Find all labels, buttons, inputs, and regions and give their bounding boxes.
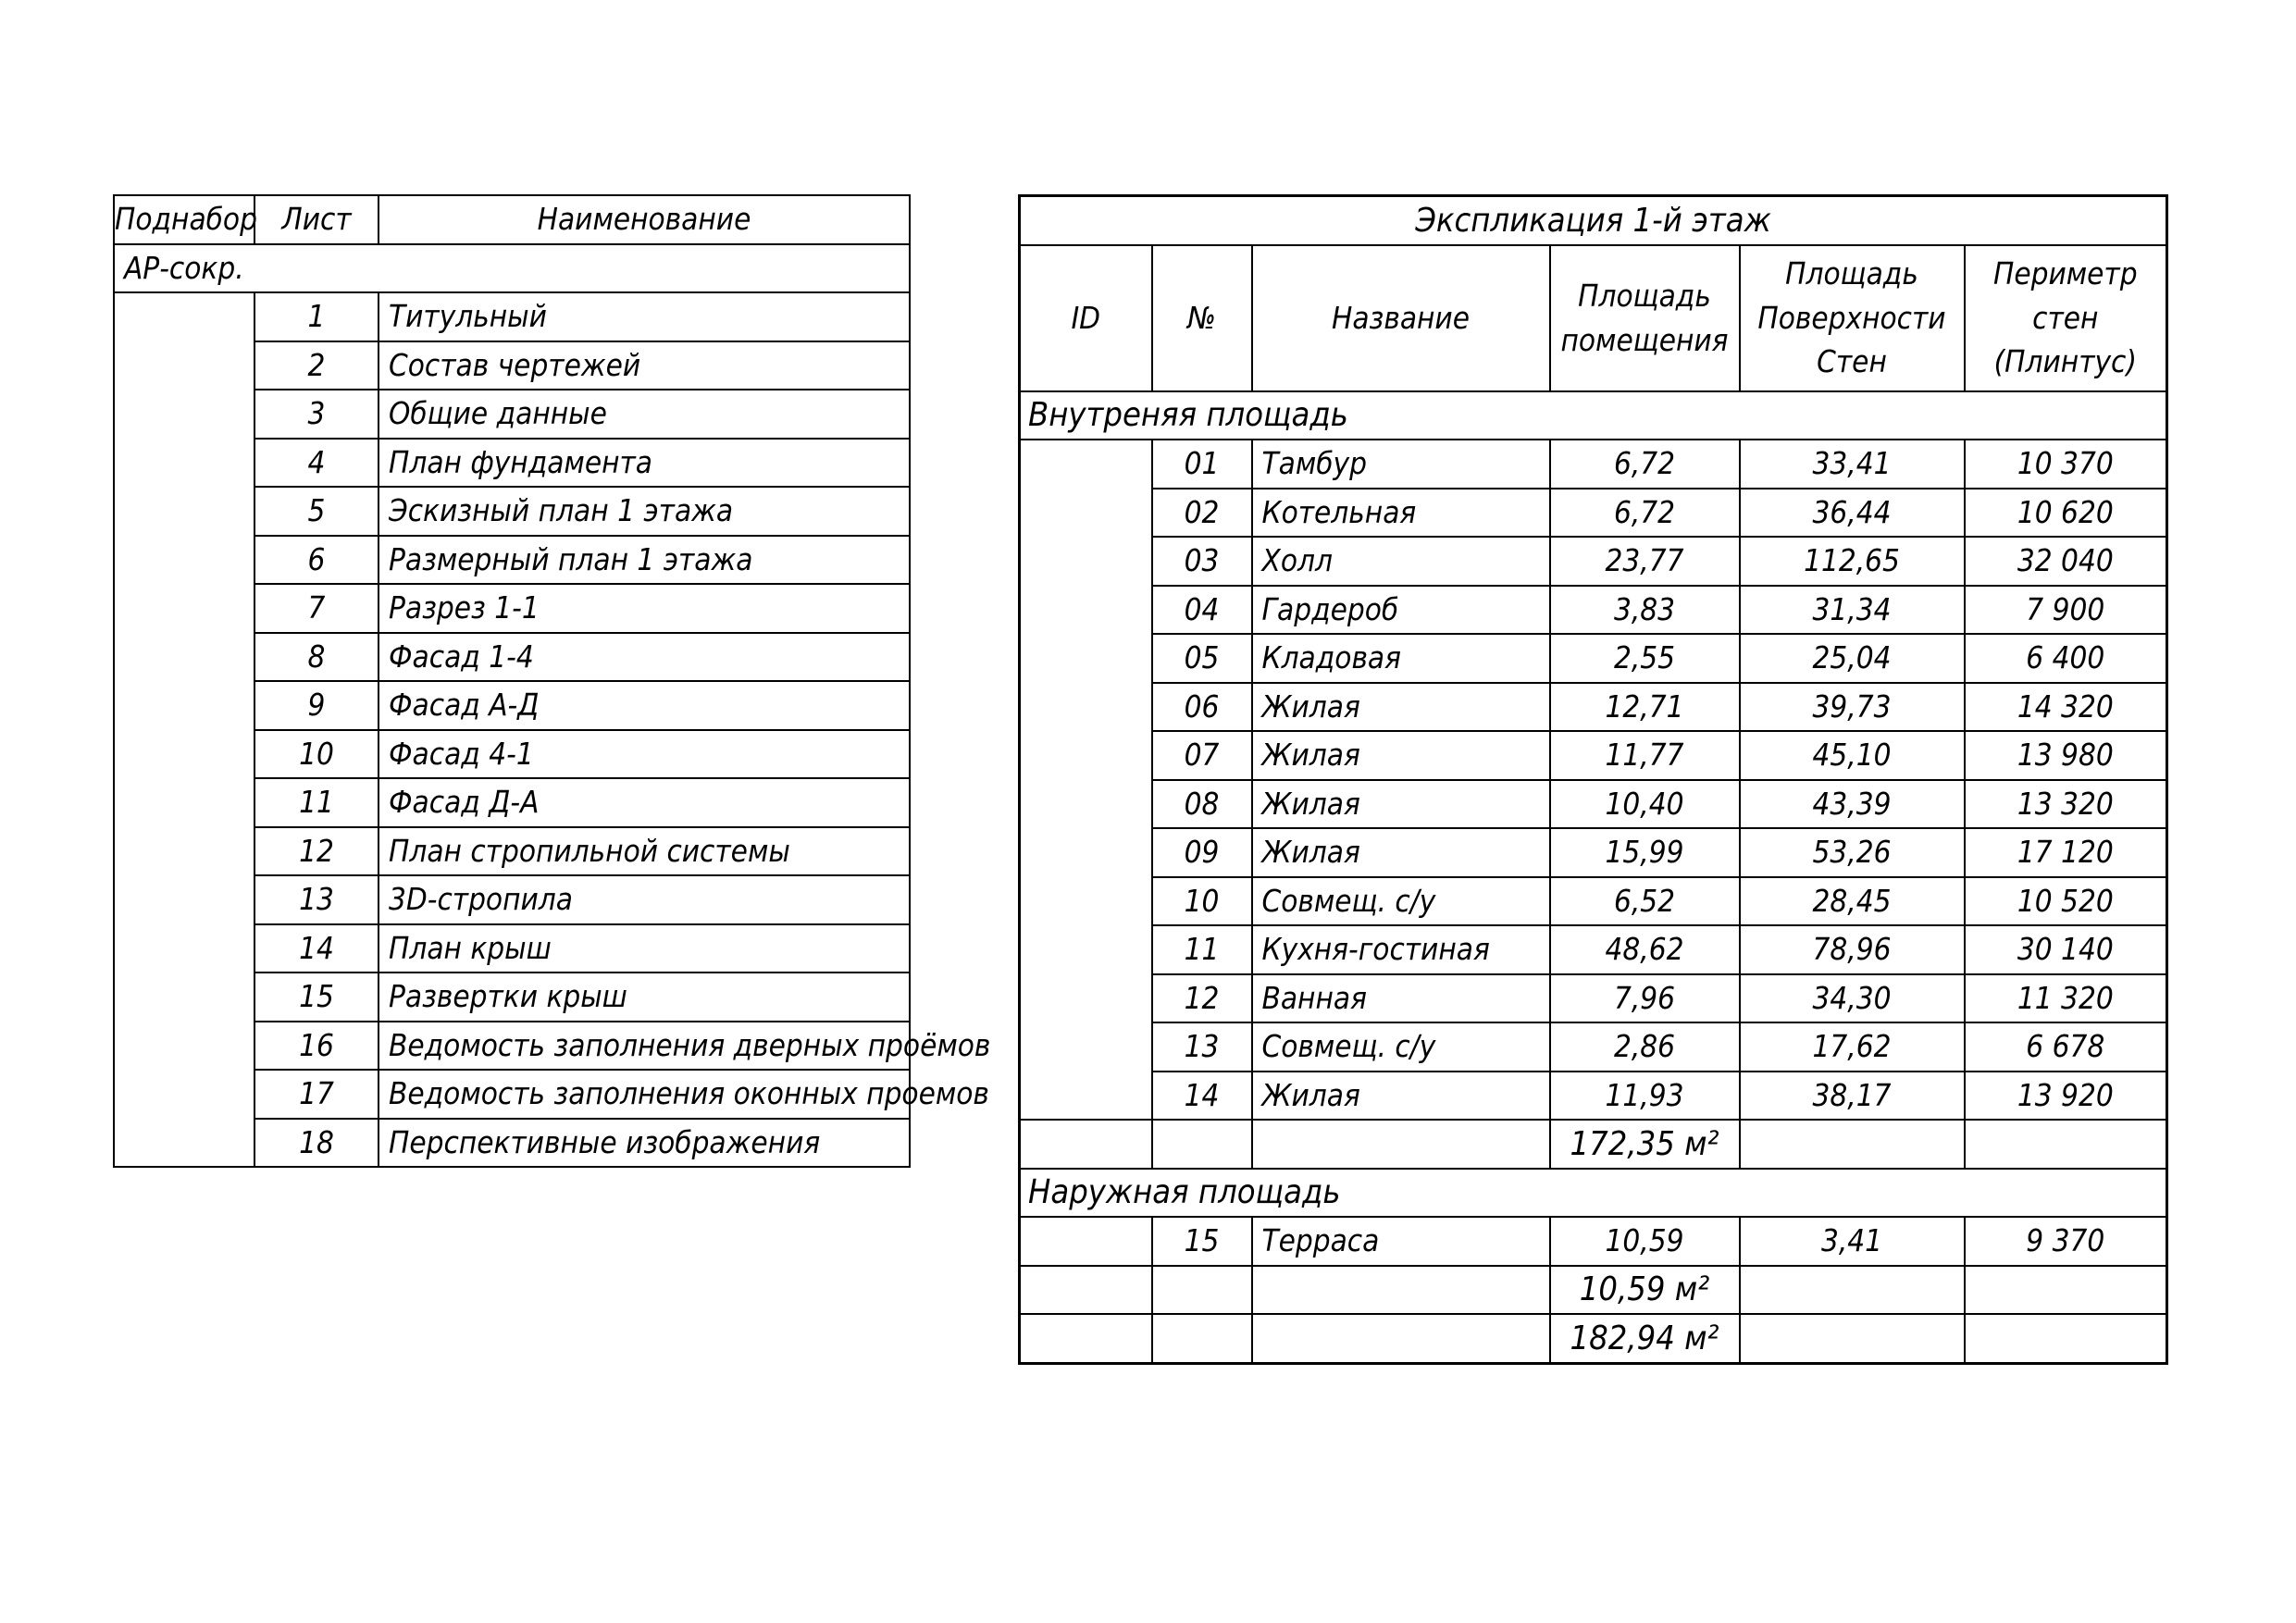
sheet-number: 16 — [254, 1022, 379, 1071]
room-number: 15 — [1152, 1217, 1252, 1266]
sheet-number: 3 — [254, 390, 379, 439]
empty-cell — [1740, 1120, 1965, 1169]
table-row — [1020, 634, 2167, 683]
header-id: ID — [1020, 245, 1152, 391]
empty-cell — [1020, 1266, 1152, 1315]
sheet-name: План фундамента — [379, 439, 910, 488]
room-name: Терраса — [1252, 1217, 1550, 1266]
outer-section-label: Наружная площадь — [1020, 1169, 2167, 1218]
empty-cell — [1020, 1120, 1152, 1169]
wall-perimeter: 7 900 — [1965, 586, 2167, 635]
outer-total-row — [1020, 1266, 2167, 1315]
sheet-number: 5 — [254, 487, 379, 536]
wall-perimeter: 11 320 — [1965, 974, 2167, 1023]
room-area: 7,96 — [1550, 974, 1740, 1023]
header-number: № — [1152, 245, 1252, 391]
room-number: 01 — [1152, 440, 1252, 489]
empty-cell — [1252, 1266, 1550, 1315]
sheet-number: 1 — [254, 292, 379, 341]
sheet-name: Состав чертежей — [379, 341, 910, 390]
sheet-name: Перспективные изображения — [379, 1119, 910, 1168]
wall-area: 39,73 — [1740, 683, 1965, 732]
room-area: 12,71 — [1550, 683, 1740, 732]
table-row — [1020, 780, 2167, 829]
empty-cell — [1152, 1266, 1252, 1315]
wall-perimeter: 17 120 — [1965, 828, 2167, 877]
room-area: 15,99 — [1550, 828, 1740, 877]
empty-cell — [1152, 1120, 1252, 1169]
wall-perimeter: 14 320 — [1965, 683, 2167, 732]
room-name: Тамбур — [1252, 440, 1550, 489]
sheet-name: Фасад А-Д — [379, 681, 910, 730]
wall-area: 53,26 — [1740, 828, 1965, 877]
explication-title: Экспликация 1-й этаж — [1020, 196, 2167, 245]
room-number: 10 — [1152, 877, 1252, 926]
room-number: 13 — [1152, 1022, 1252, 1072]
sheet-name: Фасад 4-1 — [379, 730, 910, 779]
explication-table — [1018, 194, 2168, 1365]
room-name: Котельная — [1252, 489, 1550, 538]
table-row — [1020, 537, 2167, 586]
subset-cell — [114, 292, 254, 1167]
room-name: Жилая — [1252, 1072, 1550, 1121]
header-name: Наименование — [379, 195, 910, 244]
sheet-number: 7 — [254, 584, 379, 633]
empty-cell — [1740, 1314, 1965, 1363]
room-name: Гардероб — [1252, 586, 1550, 635]
room-name: Кухня-гостиная — [1252, 925, 1550, 974]
wall-perimeter: 10 620 — [1965, 489, 2167, 538]
explication-body — [1020, 196, 2167, 1364]
sheet-number: 11 — [254, 778, 379, 827]
room-area: 6,52 — [1550, 877, 1740, 926]
room-area: 23,77 — [1550, 537, 1740, 586]
inner-section-label: Внутреняя площадь — [1020, 391, 2167, 440]
room-number: 06 — [1152, 683, 1252, 732]
wall-area: 112,65 — [1740, 537, 1965, 586]
wall-perimeter: 10 370 — [1965, 440, 2167, 489]
sheet-list-body — [114, 195, 991, 1167]
sheet-number: 2 — [254, 341, 379, 390]
table-row — [1020, 1072, 2167, 1121]
room-name: Жилая — [1252, 731, 1550, 780]
wall-area: 17,62 — [1740, 1022, 1965, 1072]
sheet-name: Размерный план 1 этажа — [379, 536, 910, 585]
wall-area: 28,45 — [1740, 877, 1965, 926]
header-room-area: Площадь помещения — [1550, 245, 1740, 391]
sheet-number: 13 — [254, 875, 379, 924]
sheet-number: 6 — [254, 536, 379, 585]
room-name: Ванная — [1252, 974, 1550, 1023]
room-number: 05 — [1152, 634, 1252, 683]
sheet-name: План крыш — [379, 924, 910, 973]
room-name: Совмещ. с/у — [1252, 877, 1550, 926]
empty-cell — [1740, 1266, 1965, 1315]
table-row — [1020, 731, 2167, 780]
sheet-number: 15 — [254, 973, 379, 1022]
sheet-number: 8 — [254, 633, 379, 682]
empty-cell — [1252, 1314, 1550, 1363]
room-number: 02 — [1152, 489, 1252, 538]
room-name: Холл — [1252, 537, 1550, 586]
sheet-name: Общие данные — [379, 390, 910, 439]
room-number: 03 — [1152, 537, 1252, 586]
empty-cell — [1965, 1314, 2167, 1363]
wall-area: 38,17 — [1740, 1072, 1965, 1121]
room-area: 10,40 — [1550, 780, 1740, 829]
wall-perimeter: 9 370 — [1965, 1217, 2167, 1266]
table-row — [1020, 489, 2167, 538]
wall-area: 25,04 — [1740, 634, 1965, 683]
table-row — [1020, 586, 2167, 635]
wall-area: 34,30 — [1740, 974, 1965, 1023]
wall-area: 43,39 — [1740, 780, 1965, 829]
id-cell — [1020, 440, 1152, 1120]
room-area: 6,72 — [1550, 440, 1740, 489]
table-row — [1020, 877, 2167, 926]
sheet-number: 4 — [254, 439, 379, 488]
sheet-name: Фасад Д-А — [379, 778, 910, 827]
header-subset: Поднабор — [114, 195, 254, 244]
table-row — [1020, 828, 2167, 877]
table-row — [1020, 1217, 2167, 1266]
room-number: 08 — [1152, 780, 1252, 829]
empty-cell — [1020, 1314, 1152, 1363]
wall-area: 36,44 — [1740, 489, 1965, 538]
wall-perimeter: 13 320 — [1965, 780, 2167, 829]
group-label: АР-сокр. — [114, 244, 910, 293]
wall-perimeter: 32 040 — [1965, 537, 2167, 586]
table-row — [1020, 925, 2167, 974]
header-room-name: Название — [1252, 245, 1550, 391]
room-number: 11 — [1152, 925, 1252, 974]
room-number: 14 — [1152, 1072, 1252, 1121]
sheet-list-header — [114, 195, 910, 244]
room-name: Совмещ. с/у — [1252, 1022, 1550, 1072]
id-cell — [1020, 1217, 1152, 1266]
sheet-list-table — [113, 194, 991, 1168]
table-row — [1020, 1022, 2167, 1072]
wall-area: 45,10 — [1740, 731, 1965, 780]
sheet-number: 14 — [254, 924, 379, 973]
room-number: 07 — [1152, 731, 1252, 780]
sheet-name: Ведомость заполнения дверных проёмов — [379, 1022, 910, 1071]
room-name: Кладовая — [1252, 634, 1550, 683]
wall-perimeter: 6 400 — [1965, 634, 2167, 683]
table-row — [114, 292, 910, 341]
header-perimeter: Периметр стен (Плинтус) — [1965, 245, 2167, 391]
sheet-name: 3D-стропила — [379, 875, 910, 924]
empty-cell — [1965, 1120, 2167, 1169]
room-area: 2,86 — [1550, 1022, 1740, 1072]
inner-total: 172,35 м² — [1550, 1120, 1740, 1169]
sheet-number: 17 — [254, 1070, 379, 1119]
explication-title-row — [1020, 196, 2167, 245]
outer-total: 10,59 м² — [1550, 1266, 1740, 1315]
room-area: 11,77 — [1550, 731, 1740, 780]
outer-section-row — [1020, 1169, 2167, 1218]
wall-area: 78,96 — [1740, 925, 1965, 974]
sheet-list-group — [114, 244, 910, 293]
sheet-name: Титульный — [379, 292, 910, 341]
wall-area: 33,41 — [1740, 440, 1965, 489]
sheet-number: 18 — [254, 1119, 379, 1168]
wall-perimeter: 6 678 — [1965, 1022, 2167, 1072]
wall-perimeter: 10 520 — [1965, 877, 2167, 926]
table-row — [1020, 683, 2167, 732]
room-number: 09 — [1152, 828, 1252, 877]
header-sheet: Лист — [254, 195, 379, 244]
room-area: 11,93 — [1550, 1072, 1740, 1121]
sheet-number: 10 — [254, 730, 379, 779]
grand-total-row — [1020, 1314, 2167, 1363]
room-area: 6,72 — [1550, 489, 1740, 538]
room-name: Жилая — [1252, 780, 1550, 829]
empty-cell — [1965, 1266, 2167, 1315]
wall-perimeter: 13 920 — [1965, 1072, 2167, 1121]
sheet-name: Развертки крыш — [379, 973, 910, 1022]
wall-perimeter: 13 980 — [1965, 731, 2167, 780]
empty-cell — [1152, 1314, 1252, 1363]
sheet-name: Эскизный план 1 этажа — [379, 487, 910, 536]
header-wall-area: Площадь Поверхности Стен — [1740, 245, 1965, 391]
wall-area: 3,41 — [1740, 1217, 1965, 1266]
room-name: Жилая — [1252, 683, 1550, 732]
room-name: Жилая — [1252, 828, 1550, 877]
table-row — [1020, 974, 2167, 1023]
sheet-name: План стропильной системы — [379, 827, 910, 876]
sheet-name: Разрез 1-1 — [379, 584, 910, 633]
sheet-number: 9 — [254, 681, 379, 730]
sheet-name: Фасад 1-4 — [379, 633, 910, 682]
room-area: 3,83 — [1550, 586, 1740, 635]
room-area: 2,55 — [1550, 634, 1740, 683]
explication-header — [1020, 245, 2167, 391]
grand-total: 182,94 м² — [1550, 1314, 1740, 1363]
table-row — [1020, 440, 2167, 489]
wall-perimeter: 30 140 — [1965, 925, 2167, 974]
room-area: 48,62 — [1550, 925, 1740, 974]
room-number: 12 — [1152, 974, 1252, 1023]
room-number: 04 — [1152, 586, 1252, 635]
sheet-name: Ведомость заполнения оконных проемов — [379, 1070, 910, 1119]
inner-total-row — [1020, 1120, 2167, 1169]
sheet-number: 12 — [254, 827, 379, 876]
inner-section-row — [1020, 391, 2167, 440]
wall-area: 31,34 — [1740, 586, 1965, 635]
room-area: 10,59 — [1550, 1217, 1740, 1266]
empty-cell — [1252, 1120, 1550, 1169]
